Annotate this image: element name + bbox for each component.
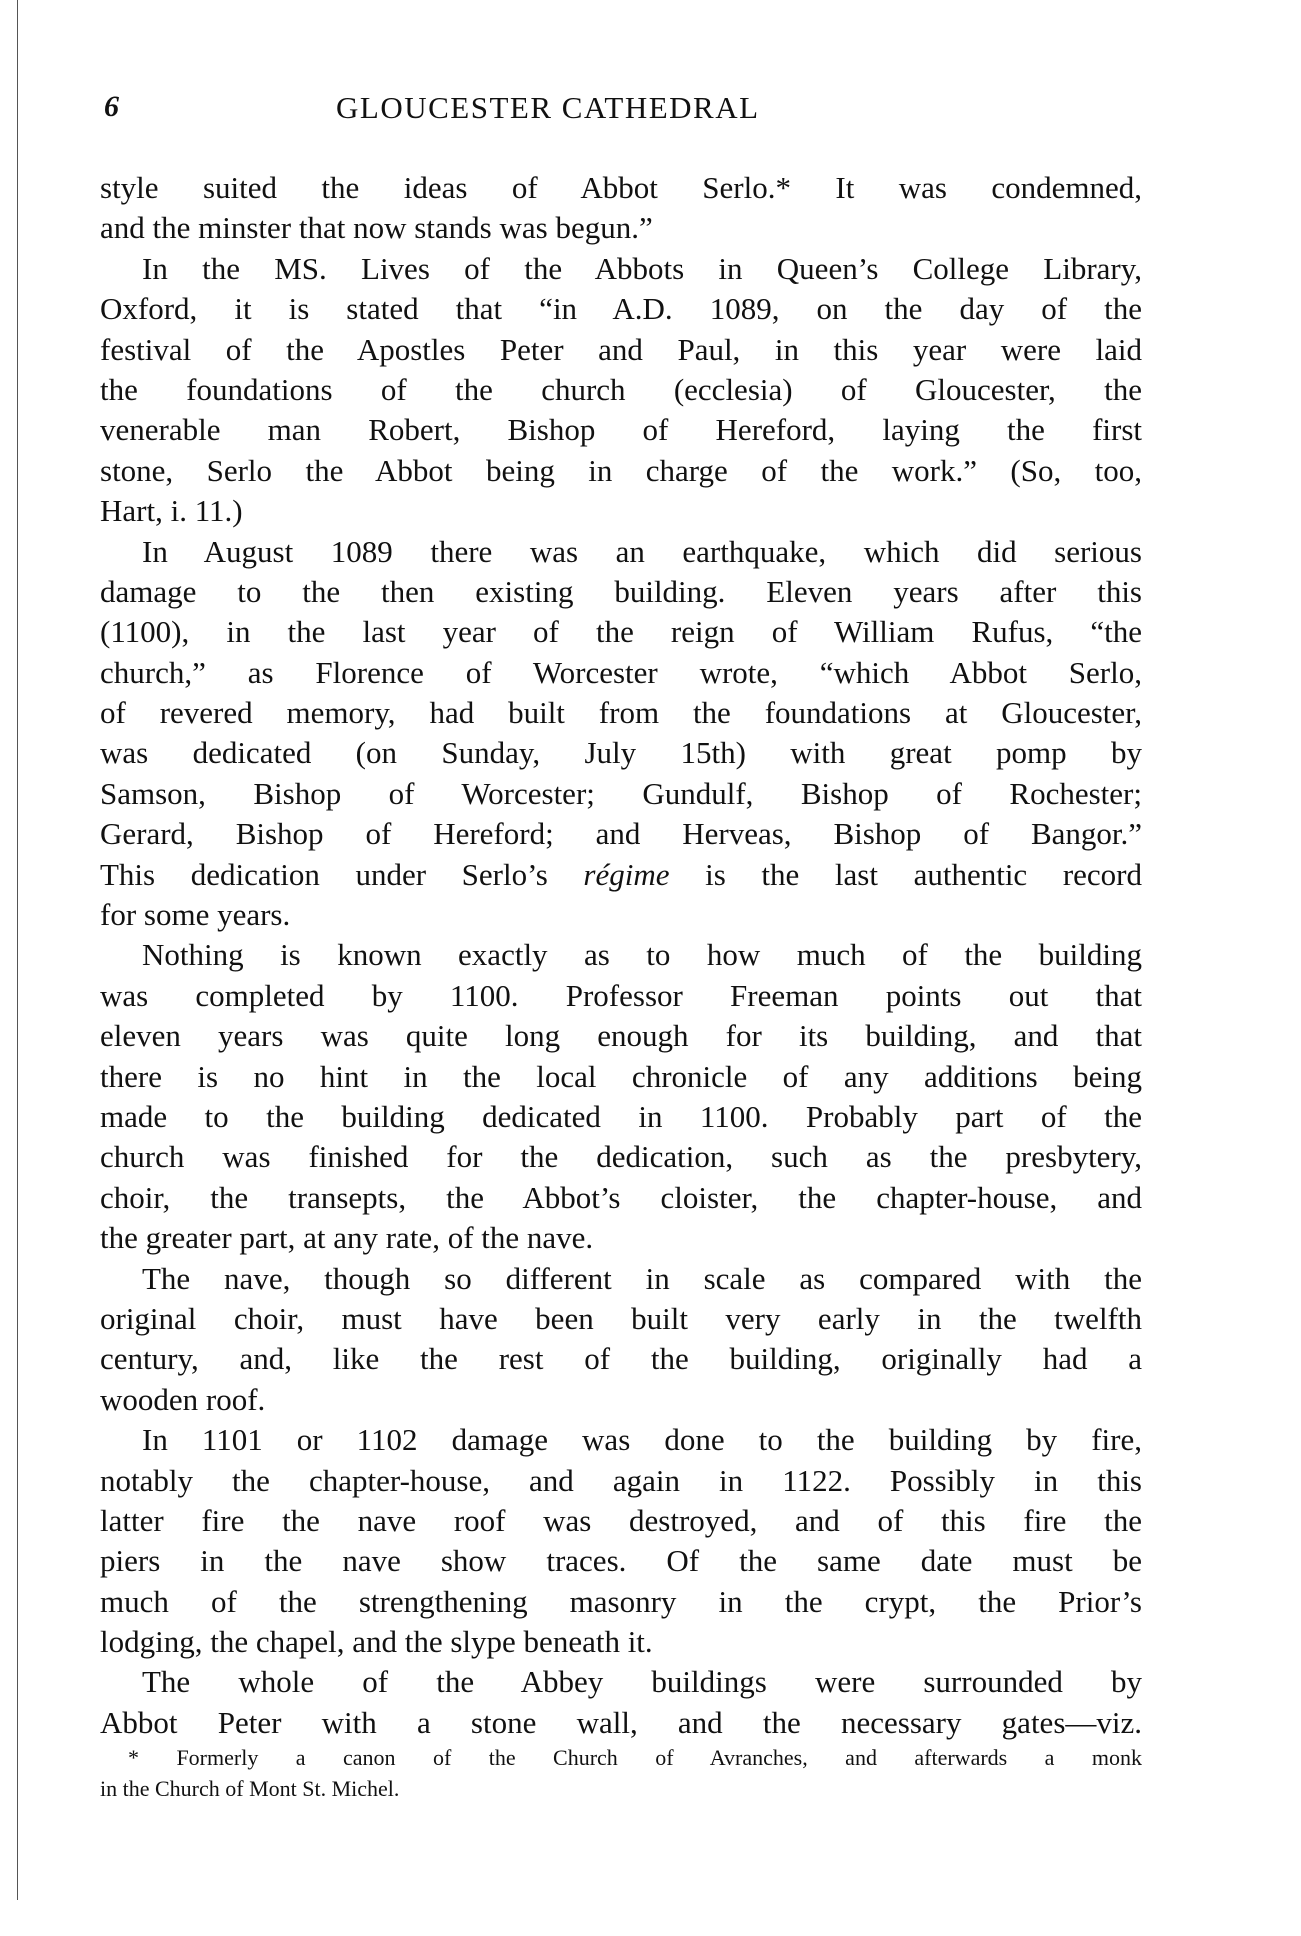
footnote-line: in the Church of Mont St. Michel. bbox=[100, 1776, 400, 1801]
text-segment: This dedication under Serlo’s bbox=[100, 856, 584, 892]
text-line: style suited the ideas of Abbot Serlo.* It was condemned, bbox=[100, 170, 1142, 205]
italic-text: régime bbox=[583, 856, 670, 892]
text-line: Gerard, Bishop of Hereford; and Herveas, Bishop of Bangor.” bbox=[100, 816, 1142, 852]
paragraph bbox=[100, 1662, 1142, 1743]
text-line: festival of the Apostles Peter and Paul, in this year were laid bbox=[100, 331, 1142, 367]
text-line: church,” as Florence of Worcester wrote, “which Abbot Serlo, bbox=[100, 654, 1142, 690]
text-line: Oxford, it is stated that “in A.D. 1089, on the day of the bbox=[100, 291, 1142, 327]
paragraph bbox=[100, 1420, 1142, 1662]
text-line: wooden roof. bbox=[100, 1381, 266, 1417]
text-line: Samson, Bishop of Worcester; Gundulf, Bishop of Rochester; bbox=[100, 775, 1142, 811]
text-line: In 1101 or 1102 damage was done to the building by fire, bbox=[142, 1422, 1142, 1458]
text-line: Abbot Peter with a stone wall, and the necessary gates—viz. bbox=[100, 1704, 1142, 1740]
text-line: (1100), in the last year of the reign of William Rufus, “the bbox=[100, 614, 1142, 650]
text-line: eleven years was quite long enough for its building, and that bbox=[100, 1018, 1142, 1054]
text-line: Nothing is known exactly as to how much of the building bbox=[142, 937, 1142, 973]
text-line: made to the building dedicated in 1100. Probably part of the bbox=[100, 1098, 1142, 1134]
text-line: stone, Serlo the Abbot being in charge of the work.” (So, too, bbox=[100, 452, 1142, 488]
footnote bbox=[100, 1742, 1142, 1804]
text-line: lodging, the chapel, and the slype beneath it. bbox=[100, 1624, 653, 1660]
text-line: piers in the nave show traces. Of the same date must be bbox=[100, 1543, 1142, 1579]
text-line: venerable man Robert, Bishop of Hereford, laying the first bbox=[100, 412, 1142, 448]
text-line: damage to the then existing building. Eleven years after this bbox=[100, 573, 1142, 609]
text-line: much of the strengthening masonry in the crypt, the Prior’s bbox=[100, 1583, 1142, 1619]
page-margin-rule bbox=[17, 0, 18, 1900]
text-line: century, and, like the rest of the building, originally had a bbox=[100, 1341, 1142, 1377]
text-line: notably the chapter-house, and again in 1122. Possibly in this bbox=[100, 1462, 1142, 1498]
text-line: The whole of the Abbey buildings were surrounded by bbox=[142, 1664, 1142, 1700]
text-line: In the MS. Lives of the Abbots in Queen’s College Library, bbox=[142, 250, 1142, 286]
text-line: was completed by 1100. Professor Freeman points out that bbox=[100, 977, 1142, 1013]
paragraph bbox=[100, 935, 1142, 1258]
text-line: In August 1089 there was an earthquake, which did serious bbox=[142, 533, 1142, 569]
text-line: the greater part, at any rate, of the nave. bbox=[100, 1220, 594, 1256]
text-line bbox=[100, 855, 1142, 895]
text-line: for some years. bbox=[100, 897, 291, 933]
text-segment: is the last authentic record bbox=[669, 856, 1142, 892]
text-line: there is no hint in the local chronicle of any additions being bbox=[100, 1058, 1142, 1094]
text-line: choir, the transepts, the Abbot’s cloister, the chapter-house, and bbox=[100, 1179, 1142, 1215]
footnote-line: * Formerly a canon of the Church of Avranches, and afterwards a monk bbox=[128, 1745, 1142, 1770]
text-line: Hart, i. 11.) bbox=[100, 493, 243, 529]
page-number: 6 bbox=[104, 90, 119, 123]
paragraph bbox=[100, 249, 1142, 532]
body-text bbox=[100, 168, 1142, 1743]
text-line: and the minster that now stands was begun.” bbox=[100, 210, 653, 246]
paragraph bbox=[100, 1259, 1142, 1421]
text-line: of revered memory, had built from the foundations at Gloucester, bbox=[100, 695, 1142, 731]
paragraph bbox=[100, 532, 1142, 936]
text-line: The nave, though so different in scale as compared with the bbox=[142, 1260, 1142, 1296]
paragraph bbox=[100, 168, 1142, 249]
text-line: church was finished for the dedication, such as the presbytery, bbox=[100, 1139, 1142, 1175]
page-header bbox=[100, 90, 1140, 130]
text-line: was dedicated (on Sunday, July 15th) with great pomp by bbox=[100, 735, 1142, 771]
text-line: the foundations of the church (ecclesia) of Gloucester, the bbox=[100, 371, 1142, 407]
text-line: original choir, must have been built very early in the twelfth bbox=[100, 1300, 1142, 1336]
text-line: latter fire the nave roof was destroyed, and of this fire the bbox=[100, 1502, 1142, 1538]
running-title: GLOUCESTER CATHEDRAL bbox=[336, 90, 760, 125]
